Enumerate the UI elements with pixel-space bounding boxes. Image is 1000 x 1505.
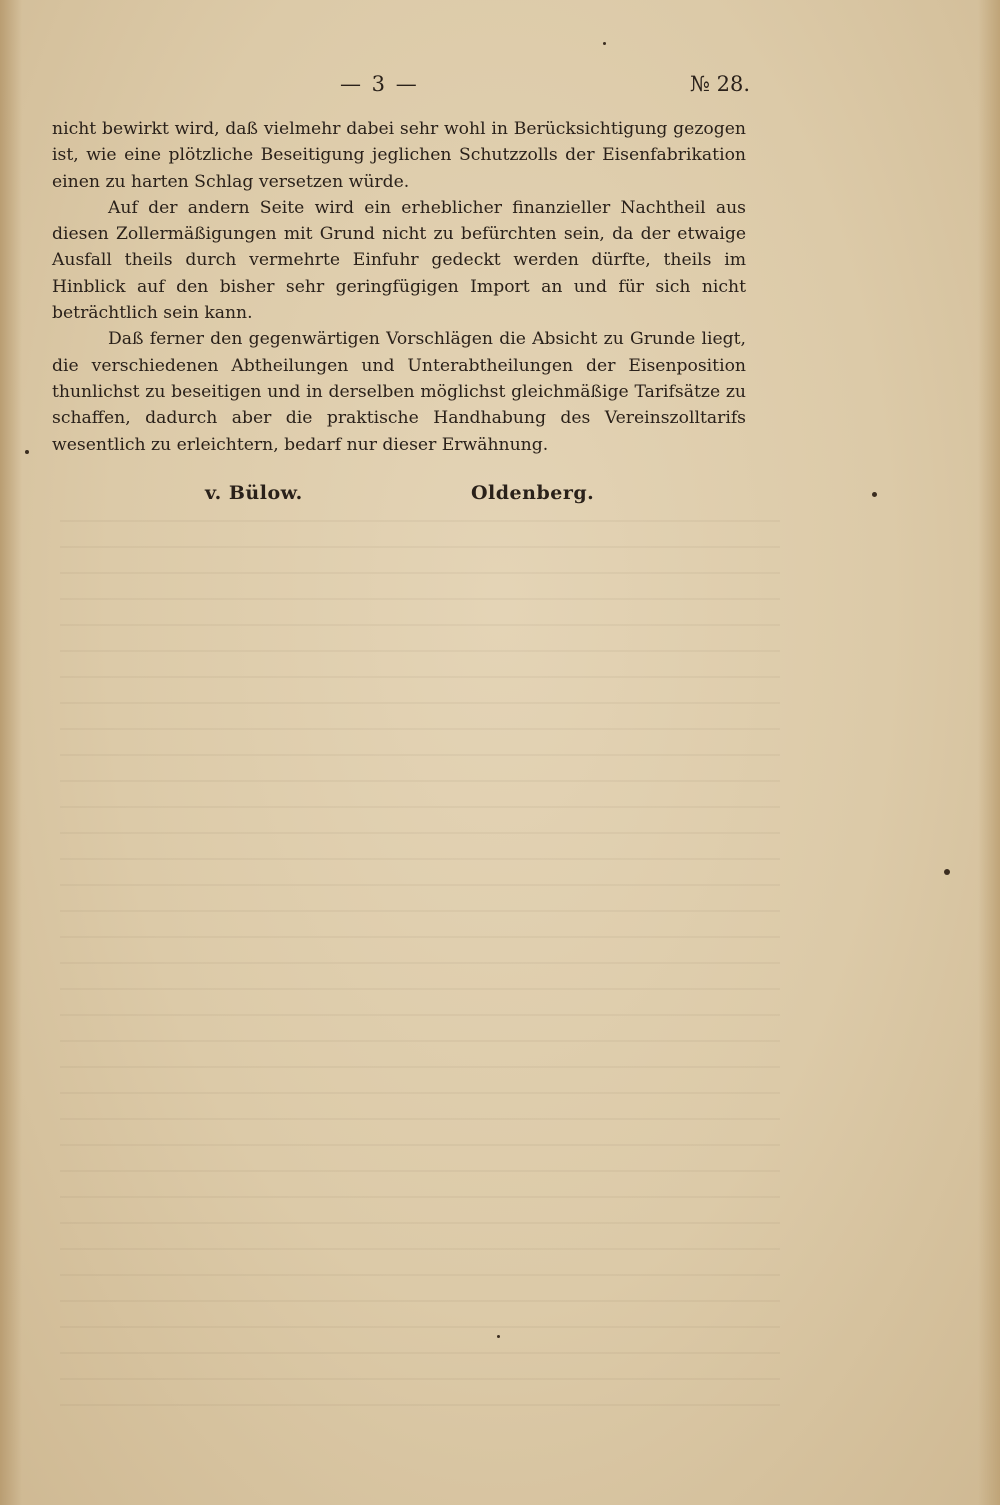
- paragraph-3: Daß ferner den gegenwärtigen Vorschlägen die Absicht zu Grunde liegt, die verschiedenen Abtheilungen und Unterabtheilungen der Eisenposition thunlichst zu beseitigen und in derselben möglichst gleichmäßige Tarifsätze zu schaffen, dadurch aber die praktische Handhabung des Vereinszolltarifs wesentlich zu erleichtern, bedarf nur dieser Erwähnung.: [52, 329, 746, 455]
- page-edge-right: [978, 0, 1000, 1505]
- body-text: [52, 116, 746, 458]
- document-number: № 28.: [690, 72, 750, 96]
- paper-speck: [603, 42, 606, 45]
- page-number: — 3 —: [340, 72, 419, 96]
- paper-speck: [25, 450, 29, 454]
- paragraph-2: Auf der andern Seite wird ein erheblicher finanzieller Nachtheil aus diesen Zollermäßigungen mit Grund nicht zu befürchten sein, da der etwaige Ausfall theils durch vermehrte Einfuhr gedeckt werden dürfte, theils im Hinblick auf den bisher sehr geringfügigen Import an und für sich nicht beträchtlich sein kann.: [52, 197, 746, 324]
- signature-right: Oldenberg.: [471, 482, 595, 504]
- page-header: [340, 72, 750, 106]
- paper-speck: [872, 492, 877, 497]
- paper-speck: [944, 869, 950, 875]
- paper-speck: [497, 1335, 500, 1338]
- paragraph-1: nicht bewirkt wird, daß vielmehr dabei sehr wohl in Berücksichtigung gezogen ist, wie eine plötzliche Beseitigung jeglichen Schutzzolls der Eisenfabrikation einen zu harten Schlag versetzen würde.: [52, 119, 746, 192]
- page-edge-left: [0, 0, 22, 1505]
- signature-block: [205, 482, 605, 512]
- bleed-through-text: [60, 520, 780, 1420]
- signature-left: v. Bülow.: [205, 482, 303, 504]
